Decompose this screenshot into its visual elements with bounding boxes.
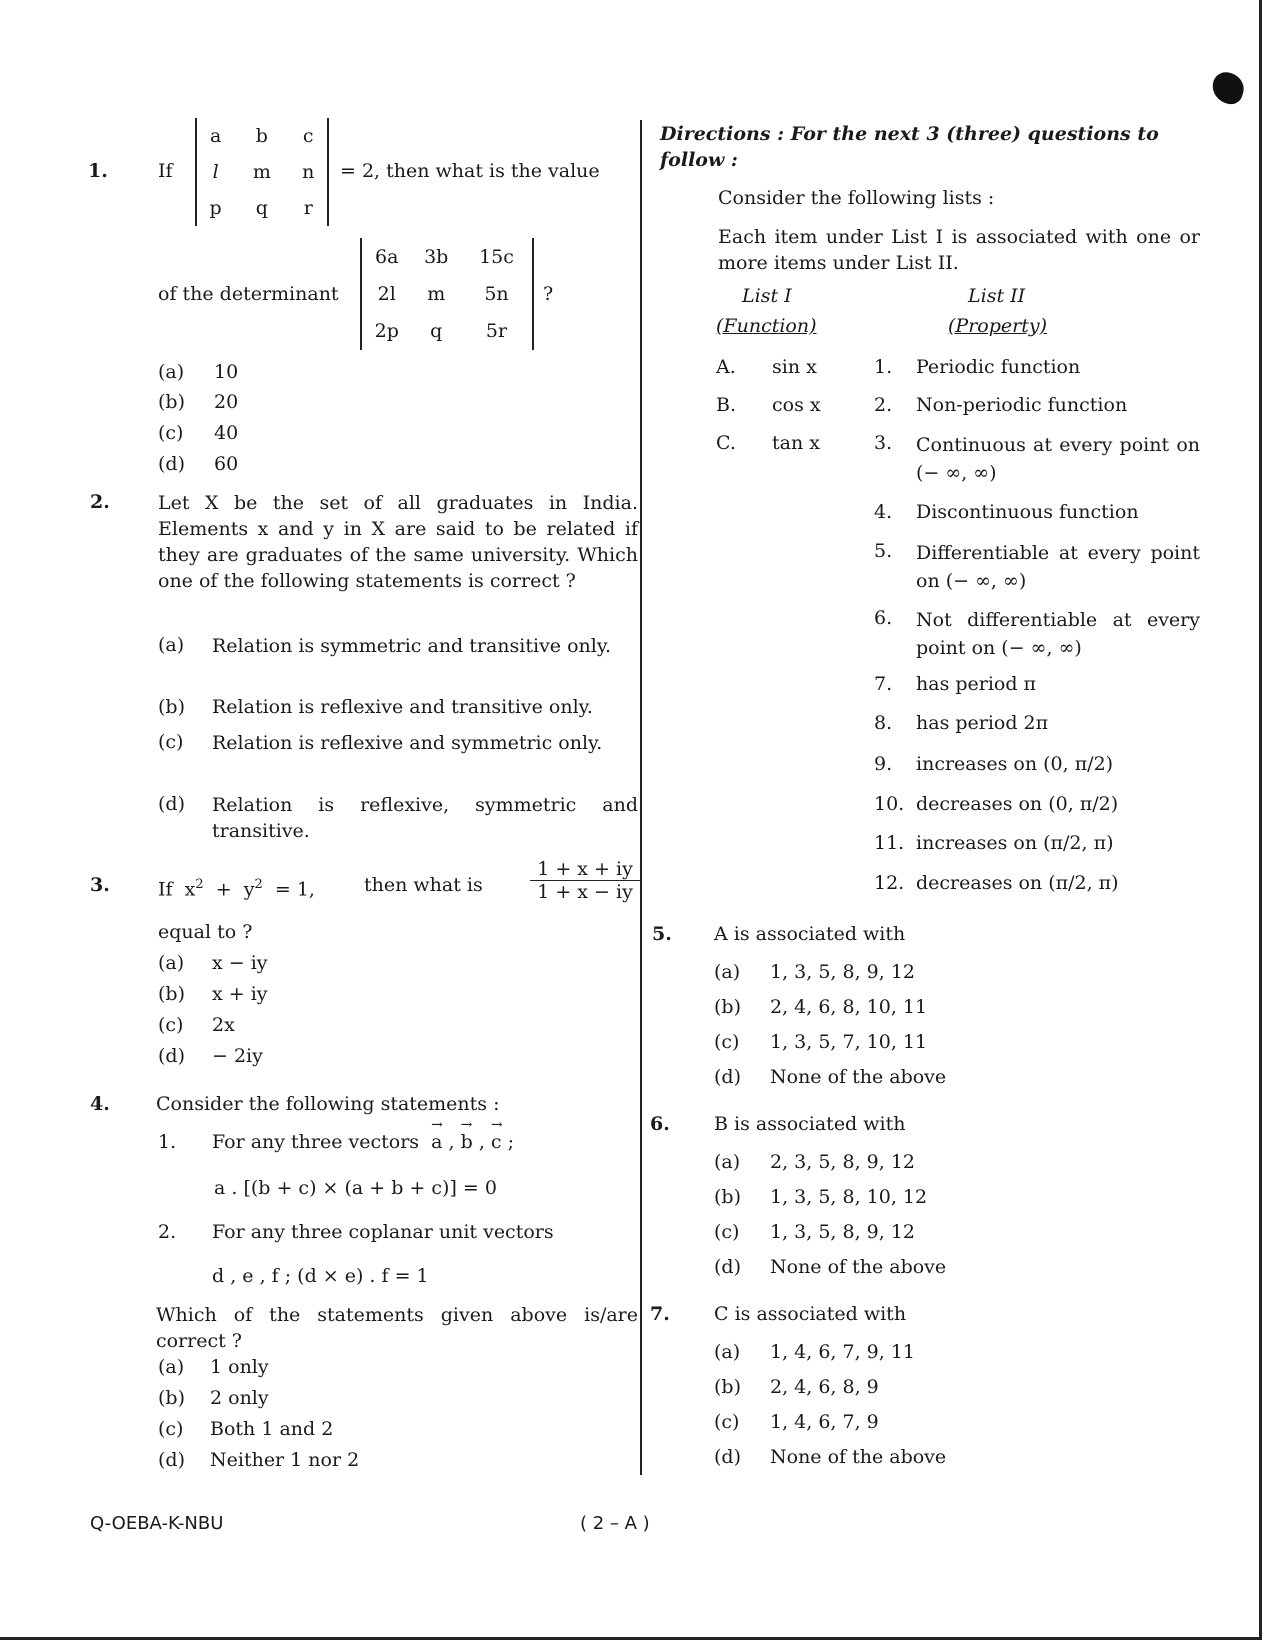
list2-text: Differentiable at every point on (− ∞, ∞) — [916, 542, 1200, 592]
q6-option-label: (b) — [714, 1186, 741, 1208]
q7-option-text: 2, 4, 6, 8, 9 — [770, 1376, 879, 1398]
directions-line2: Each item under List I is associated with one or more items under List II. — [718, 226, 1200, 274]
q2-option-label: (b) — [158, 696, 185, 718]
det2-cell: q — [430, 320, 443, 343]
det2-cell: 15c — [479, 245, 514, 268]
det1-cell: c — [302, 125, 314, 147]
q4-option-label: (a) — [158, 1356, 185, 1378]
q3-option-label: (a) — [158, 952, 185, 974]
q3-option-text: 2x — [212, 1014, 235, 1036]
det2-cell: 5r — [485, 320, 508, 343]
q3-tail: equal to ? — [158, 921, 253, 943]
det2-cell: 2l — [377, 282, 396, 305]
q6-option-text: None of the above — [770, 1256, 947, 1278]
list2-number: 12. — [874, 872, 905, 894]
q7-text: C is associated with — [714, 1303, 907, 1325]
q3-option-label: (d) — [158, 1045, 185, 1067]
q3-exponent: 2 — [195, 877, 204, 892]
q3-lead — [158, 873, 315, 901]
list1-text: tan x — [772, 432, 820, 454]
q2-option-text: Relation is reflexive, symmetric and transitive. — [212, 794, 638, 842]
q5-option-text: 1, 3, 5, 7, 10, 11 — [770, 1031, 928, 1053]
q6-option-text: 1, 3, 5, 8, 9, 12 — [770, 1221, 916, 1243]
q1-option-text: 10 — [214, 361, 239, 383]
q5-number: 5. — [652, 923, 672, 945]
q3-option-text: x − iy — [212, 952, 268, 974]
q3-numerator: 1 + x + iy — [537, 858, 633, 880]
q7-number: 7. — [650, 1303, 670, 1325]
list2-text: has period 2π — [916, 712, 1049, 734]
q2-option-label: (d) — [158, 793, 185, 815]
list1-label: A. — [716, 356, 736, 378]
q2-option-label: (c) — [158, 731, 184, 753]
q4-option-label: (d) — [158, 1449, 185, 1471]
q4-statement2-text: For any three coplanar unit vectors — [212, 1221, 554, 1243]
det1-cell: a — [209, 125, 222, 147]
vector-a: → a — [431, 1130, 442, 1154]
det2-cell: 6a — [375, 245, 399, 268]
det2-cell: m — [427, 282, 446, 305]
list2-number: 4. — [874, 501, 893, 523]
q2-option-text: Relation is reflexive and transitive only. — [212, 696, 593, 718]
list2-number: 3. — [874, 432, 893, 454]
q4-question: Which of the statements given above is/are correct ? — [156, 1304, 638, 1352]
q5-option-label: (a) — [714, 961, 741, 983]
q2-number: 2. — [90, 491, 110, 513]
list2-text: decreases on (π/2, π) — [916, 872, 1119, 894]
footer-page-number: ( 2 – A ) — [580, 1513, 650, 1534]
list1-text: cos x — [772, 394, 821, 416]
list2-text: has period π — [916, 673, 1037, 695]
q3-number: 3. — [90, 874, 110, 896]
q4-statement1-expression: a . [(b + c) × (a + b + c)] = 0 — [214, 1177, 497, 1199]
q1-option-text: 20 — [214, 391, 239, 413]
ink-blot — [1208, 68, 1248, 107]
det1-cell: m — [252, 161, 271, 183]
q3-plus: + — [215, 878, 232, 901]
list2-number: 11. — [874, 832, 905, 854]
list2-text: Periodic function — [916, 356, 1081, 378]
q7-option-text: 1, 4, 6, 7, 9 — [770, 1411, 879, 1433]
q2-option-text: Relation is reflexive and symmetric only. — [212, 732, 603, 754]
q4-statement1-text: For any three vectors → a , → b , → c ; — [212, 1130, 514, 1154]
list2-subtitle: (Property) — [948, 315, 1047, 337]
q1-option-text: 60 — [214, 453, 239, 475]
list1-text: sin x — [772, 356, 817, 378]
q1-if: If — [158, 160, 173, 182]
list2-number: 10. — [874, 793, 905, 815]
q3-mid: then what is — [364, 874, 483, 896]
q1-option-label: (c) — [158, 422, 184, 444]
q5-option-text: None of the above — [770, 1066, 947, 1088]
list2-text: Continuous at every point on (− ∞, ∞) — [916, 434, 1200, 484]
q4-statement1-lead: For any three vectors — [212, 1131, 420, 1153]
q3-option-label: (b) — [158, 983, 185, 1005]
q4-statement2-expression: d , e , f ; (d × e) . f = 1 — [212, 1265, 429, 1287]
det1-cell: l — [212, 161, 219, 183]
q3-denominator: 1 + x − iy — [530, 880, 640, 903]
q4-option-text: 2 only — [210, 1387, 269, 1409]
q7-option-label: (a) — [714, 1341, 741, 1363]
det2-cell: 2p — [374, 320, 399, 343]
directions-heading: Directions : For the next 3 (three) questions to follow : — [660, 123, 1159, 171]
q7-option-label: (d) — [714, 1446, 741, 1468]
q5-option-label: (c) — [714, 1031, 740, 1053]
list2-number: 8. — [874, 712, 893, 734]
list2-number: 7. — [874, 673, 893, 695]
q5-option-label: (b) — [714, 996, 741, 1018]
column-divider — [640, 120, 642, 1475]
list2-text: Non-periodic function — [916, 394, 1128, 416]
q5-option-text: 2, 4, 6, 8, 10, 11 — [770, 996, 928, 1018]
q3-x: x — [184, 878, 196, 901]
directions-line1: Consider the following lists : — [718, 187, 995, 209]
q6-option-text: 2, 3, 5, 8, 9, 12 — [770, 1151, 916, 1173]
det1-cell: n — [302, 161, 315, 183]
q1-determinant-2 — [360, 238, 534, 350]
q4-number: 4. — [90, 1093, 110, 1115]
q5-text: A is associated with — [714, 923, 906, 945]
list2-text: Discontinuous function — [916, 501, 1139, 523]
det1-cell: p — [209, 197, 222, 219]
list2-title: List II — [968, 285, 1026, 307]
q1-tail: = 2, then what is the value — [340, 160, 600, 182]
q1-question-mark: ? — [543, 283, 554, 305]
q5-option-text: 1, 3, 5, 8, 9, 12 — [770, 961, 916, 983]
q4-intro: Consider the following statements : — [156, 1093, 500, 1115]
q2-option-text: Relation is symmetric and transitive only. — [212, 635, 612, 657]
q4-option-text: Neither 1 nor 2 — [210, 1449, 360, 1471]
det1-cell: r — [303, 197, 313, 219]
q3-y: y — [243, 878, 255, 901]
q1-option-label: (d) — [158, 453, 185, 475]
q4-option-text: 1 only — [210, 1356, 269, 1378]
q2-option-label: (a) — [158, 634, 185, 656]
q2-text: Let X be the set of all graduates in India. Elements x and y in X are said to be related if they are graduates of the same university. Which one of the following statements is correct ? — [158, 492, 638, 592]
det2-cell: 3b — [424, 245, 449, 268]
list1-subtitle: (Function) — [716, 315, 817, 337]
q3-option-label: (c) — [158, 1014, 184, 1036]
q7-option-label: (b) — [714, 1376, 741, 1398]
q4-option-label: (b) — [158, 1387, 185, 1409]
list2-number: 6. — [874, 607, 893, 629]
q4-statement1-number: 1. — [158, 1131, 177, 1153]
q1-option-label: (b) — [158, 391, 185, 413]
list2-text: decreases on (0, π/2) — [916, 793, 1119, 815]
q4-option-label: (c) — [158, 1418, 184, 1440]
q7-option-label: (c) — [714, 1411, 740, 1433]
q6-option-text: 1, 3, 5, 8, 10, 12 — [770, 1186, 928, 1208]
q4-option-text: Both 1 and 2 — [210, 1418, 334, 1440]
q1-of-the-determinant: of the determinant — [158, 283, 339, 305]
q1-option-text: 40 — [214, 422, 239, 444]
q3-eq-tail: = 1, — [274, 878, 315, 901]
det1-cell: q — [255, 197, 268, 219]
list2-text: increases on (π/2, π) — [916, 832, 1114, 854]
q1-determinant-1 — [195, 118, 329, 226]
q5-option-label: (d) — [714, 1066, 741, 1088]
list1-label: C. — [716, 432, 736, 454]
q6-text: B is associated with — [714, 1113, 906, 1135]
list2-number: 2. — [874, 394, 893, 416]
det1-cell: b — [255, 125, 268, 147]
vector-c: → c — [491, 1130, 502, 1154]
list2-number: 9. — [874, 753, 893, 775]
q6-number: 6. — [650, 1113, 670, 1135]
list1-title: List I — [742, 285, 792, 307]
footer-code: Q-OEBA-K-NBU — [90, 1513, 224, 1534]
list2-text: Not differentiable at every point on (− ∞, ∞) — [916, 609, 1200, 659]
q3-fraction — [530, 858, 640, 903]
q3-option-text: − 2iy — [212, 1045, 263, 1067]
q3-if: If — [158, 878, 173, 901]
q3-exponent: 2 — [254, 877, 263, 892]
q6-option-label: (c) — [714, 1221, 740, 1243]
q1-number: 1. — [88, 160, 108, 182]
list2-number: 1. — [874, 356, 893, 378]
list2-text: increases on (0, π/2) — [916, 753, 1114, 775]
det2-cell: 5n — [484, 282, 509, 305]
q6-option-label: (a) — [714, 1151, 741, 1173]
q3-option-text: x + iy — [212, 983, 268, 1005]
q1-option-label: (a) — [158, 361, 185, 383]
vector-b: → b — [461, 1130, 473, 1154]
list2-number: 5. — [874, 540, 893, 562]
q6-option-label: (d) — [714, 1256, 741, 1278]
q4-statement2-number: 2. — [158, 1221, 177, 1243]
q7-option-text: None of the above — [770, 1446, 947, 1468]
q7-option-text: 1, 4, 6, 7, 9, 11 — [770, 1341, 916, 1363]
list1-label: B. — [716, 394, 737, 416]
